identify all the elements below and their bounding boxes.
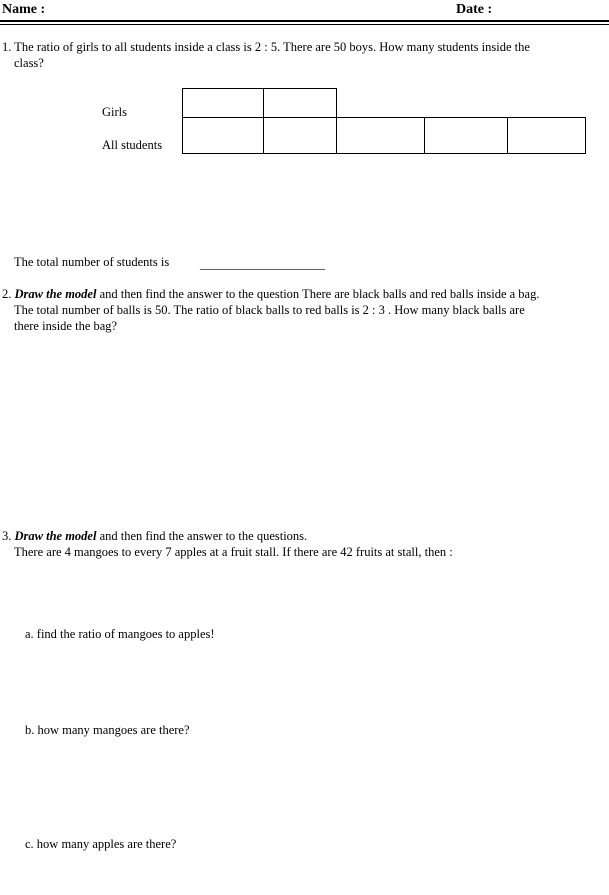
students-unit (263, 117, 337, 154)
students-unit (336, 117, 425, 154)
q2-text-line3: there inside the bag? (14, 319, 118, 333)
date-label: Date : (456, 2, 493, 17)
header-rule-thin (0, 24, 609, 25)
students-unit (182, 117, 264, 154)
q3-part-a: a. find the ratio of mangoes to apples! (25, 627, 215, 641)
label-all-students: All students (102, 138, 163, 152)
students-unit (424, 117, 508, 154)
q3-text-line1: and then find the answer to the questions. (96, 529, 308, 543)
girls-unit (182, 88, 264, 118)
name-label: Name : (2, 2, 46, 17)
q2-text-line1: and then find the answer to the question There are black balls and red balls inside a bag. (96, 287, 540, 301)
q3-number: 3. (2, 529, 12, 543)
q1-answer-blank[interactable]: ____________________ (200, 257, 325, 271)
q1-text-line2: class? (14, 56, 44, 70)
q2-emphasis: Draw the model (14, 287, 97, 301)
header-rule (0, 20, 609, 22)
q1-text-line1: 1. The ratio of girls to all students inside a class is 2 : 5. There are 50 boys. How many students inside the (2, 40, 530, 54)
students-unit (507, 117, 586, 154)
q3-emphasis: Draw the model (14, 529, 97, 543)
q3-part-b: b. how many mangoes are there? (25, 723, 190, 737)
girls-unit (263, 88, 337, 118)
q1-answer-label: The total number of students is (14, 255, 170, 269)
q3-text-line2: There are 4 mangoes to every 7 apples at a fruit stall. If there are 42 fruits at stall, then : (14, 545, 453, 559)
q2-text-line2: The total number of balls is 50. The ratio of black balls to red balls is 2 : 3 . How many black balls are (14, 303, 525, 317)
label-girls: Girls (102, 105, 127, 119)
q3-part-c: c. how many apples are there? (25, 837, 177, 851)
q2-number: 2. (2, 287, 12, 301)
